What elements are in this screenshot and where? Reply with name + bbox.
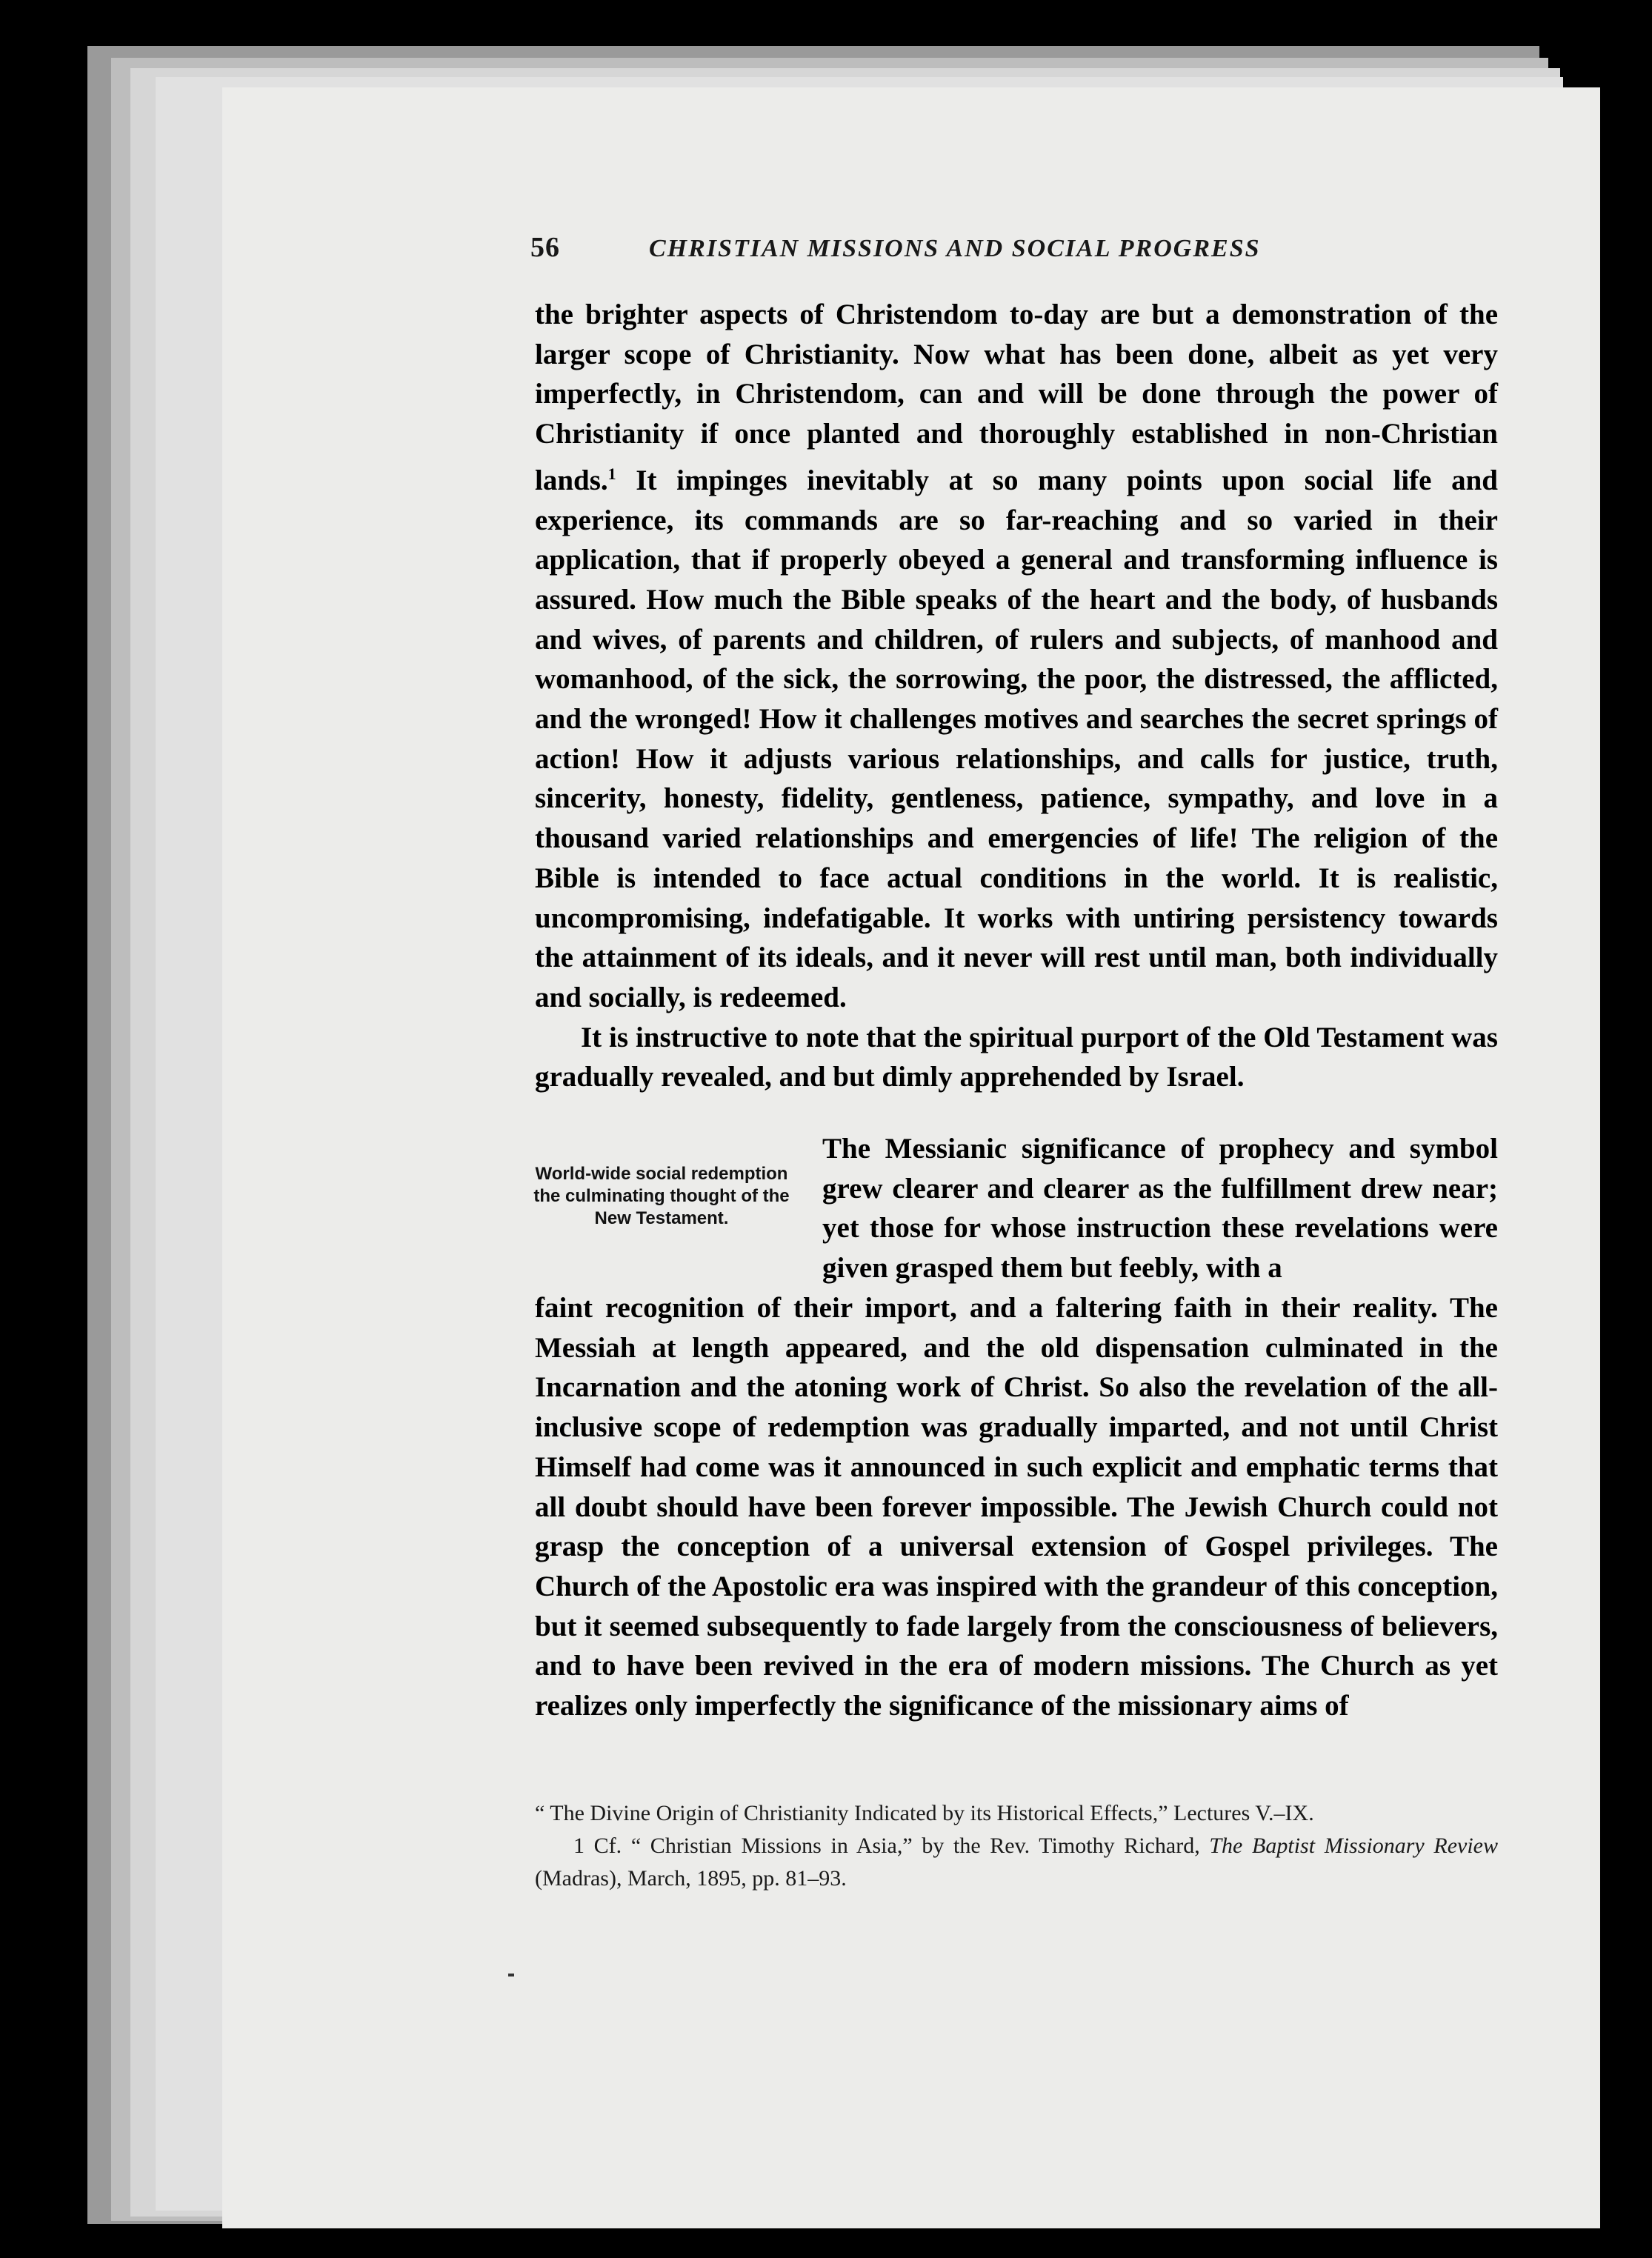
footnote-2-text: 1 Cf. “ Christian Missions in Asia,” by the Rev. Timothy Richard, — [573, 1834, 1210, 1858]
body-paragraph-1 — [535, 295, 1498, 1097]
footnote-mark: 1 — [607, 464, 616, 483]
paragraph-text: the brighter aspects of Christendom to-day are but a demonstration of the larger scope of Christianity. Now what has been done, albeit as yet very imperfectly, in Christendom, can and will be done through the power of Christianity if once planted and thoroughly established in non-Christian lands. — [535, 299, 1498, 496]
paragraph-2-lead: It is instructive to note that the spiritual purport of the Old Testament was gradually revealed, and but dimly apprehended by Israel. — [535, 1021, 1498, 1093]
running-head — [530, 231, 1493, 264]
footnote-2-tail: (Madras), March, 1895, pp. 81–93. — [535, 1866, 847, 1891]
body-paragraph-2-narrow — [822, 1129, 1498, 1288]
printer-mark — [508, 1974, 514, 1976]
body-paragraph-2-rest — [535, 1288, 1498, 1726]
paragraph-text: The Messianic significance of prophecy and symbol grew clearer and clearer as the fulfillment drew near; yet those for whose instruction these revelations were given grasped them but feebly, with a — [822, 1133, 1498, 1285]
marginal-sidenote: World-wide social redemption the culminating thought of the New Testament. — [533, 1164, 790, 1228]
paragraph-text: It impinges inevitably at so many points upon social life and experience, its commands are so far-reaching and so varied in their application, that if properly obeyed a general and transforming influence is assured. How much the Bible speaks of the heart and the body, of husbands and wives, of parents and children, of rulers and subjects, of manhood and womanhood, of the sick, the sorrowing, the poor, the distressed, the afflicted, and the wronged! How it challenges motives and searches the secret springs of action! How it adjusts various relationships, and calls for justice, truth, sincerity, honesty, fidelity, gentleness, patience, sympathy, and love in a thousand varied relationships and emergencies of life! The religion of the Bible is intended to face actual conditions in the world. It is realistic, uncompromising, indefatigable. It works with untiring persistency towards the attainment of its ideals, and it never will rest until man, both individually and socially, is redeemed. — [535, 464, 1498, 1013]
footnote-2-title: The Baptist Missionary Review — [1209, 1834, 1498, 1858]
running-title: CHRISTIAN MISSIONS AND SOCIAL PROGRESS — [649, 235, 1261, 262]
page-number: 56 — [530, 232, 560, 263]
paragraph-text: faint recognition of their import, and a faltering faith in their reality. The Messiah at length appeared, and the old dispensation culminated in the Incarnation and the atoning work of Christ. So also the revelation of the all-inclusive scope of redemption was gradually imparted, and not until Christ Himself had come was it announced in such explicit and emphatic terms that all doubt should have been forever impossible. The Jewish Church could not grasp the conception of a universal extension of Gospel privileges. The Church of the Apostolic era was inspired with the grandeur of this conception, but it seemed subsequently to fade largely from the consciousness of believers, and to have been revived in the era of modern missions. The Church as yet realizes only imperfectly the significance of the missionary aims of — [535, 1292, 1498, 1722]
footnote-2 — [535, 1830, 1498, 1895]
footnotes — [535, 1797, 1498, 1895]
footnote-1: “ The Divine Origin of Christianity Indicated by its Historical Effects,” Lectures V.–IX. — [535, 1801, 1314, 1825]
